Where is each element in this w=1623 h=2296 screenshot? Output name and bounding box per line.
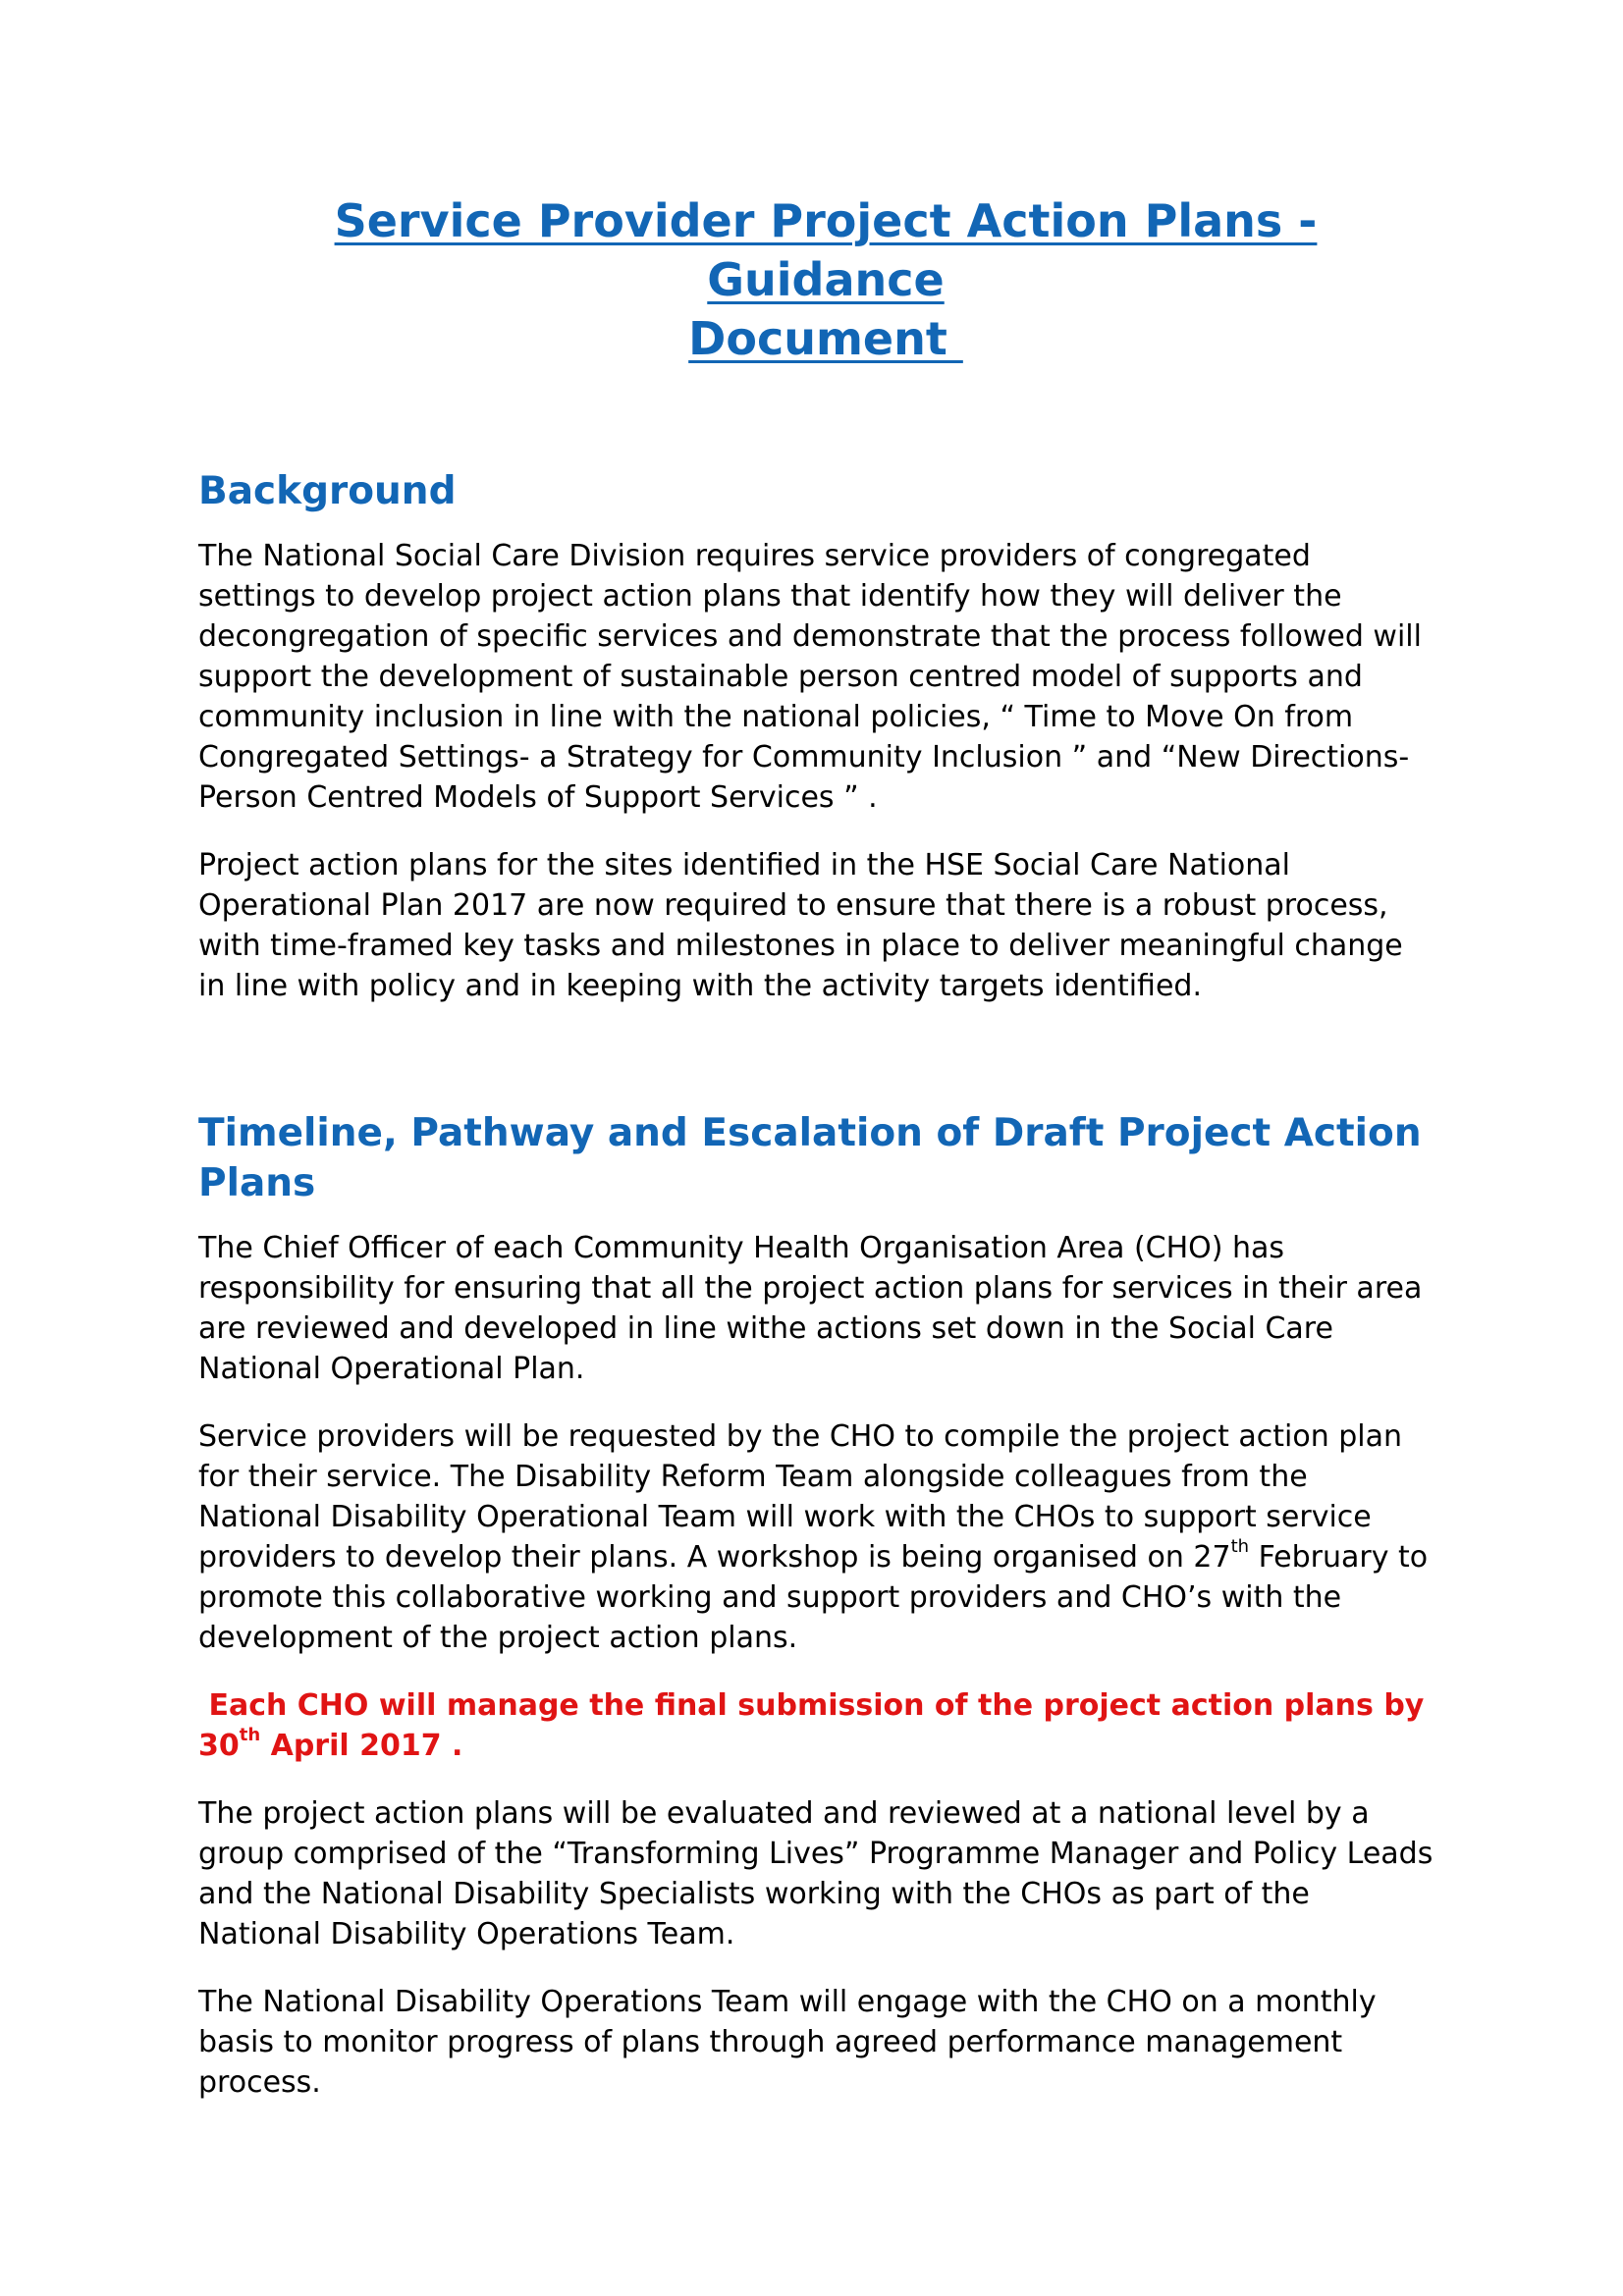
deadline-ordinal-superscript: th (239, 1725, 261, 1745)
timeline-paragraph-4: The National Disability Operations Team will engage with the CHO on a monthly basis to monitor progress of plans through agreed performance management process. (198, 1985, 1377, 2100)
timeline-heading: Timeline, Pathway and Escalation of Draft Project Action Plans (198, 1111, 1422, 1205)
background-paragraph-2: Project action plans for the sites identified in the HSE Social Care National Operational Plan 2017 are now required to ensure that there is a robust process, with time-framed key tasks and milestones in place to deliver meaningful change in line with policy and in keeping with the activity targets identified. (198, 848, 1403, 1003)
ordinal-superscript: th (1230, 1536, 1250, 1557)
section-spacer (198, 1034, 1437, 1108)
timeline-paragraph-2-text: Service providers will be requested by the CHO to compile the project action plan for their service. The Disability Reform Team alongside colleagues from the National Disability Operational Team will work with the CHOs to support service providers to develop their plans. A workshop is being organised on 27 (198, 1419, 1403, 1575)
timeline-paragraph-1: The Chief Officer of each Community Health Organisation Area (CHO) has responsibility for ensuring that all the project action plans for services in their area are reviewed and developed in line withe actions set down in the Social Care National Operational Plan. (198, 1231, 1423, 1386)
title-spacer (198, 368, 1437, 466)
timeline-paragraph-2-continuation: February to promote this collaborative working and support providers and CHO’s with the development of the project action plans. (198, 1540, 1429, 1655)
timeline-paragraph-3: The project action plans will be evaluated and reviewed at a national level by a group comprised of the “Transforming Lives” Programme Manager and Policy Leads and the National Disability Specialists working with the CHOs as part of the National Disability Operations Team. (198, 1796, 1434, 1951)
background-heading: Background (198, 469, 457, 513)
submission-deadline-date: April 2017 . (260, 1729, 463, 1763)
timeline-paragraph-2 (198, 1416, 1437, 1658)
document-title-line-2: Document (688, 312, 963, 365)
timeline-section (198, 1108, 1437, 2103)
background-section (198, 466, 1437, 1006)
submission-deadline-text: Each CHO will manage the final submission of the project action plans by 30 (198, 1688, 1434, 1763)
document-title-line-1: Service Provider Project Action Plans - Guidance (334, 194, 1318, 306)
background-paragraph-1: The National Social Care Division requires service providers of congregated settings to develop project action plans that identify how they will deliver the decongregation of specific services and demonstrate that the process followed will support the development of sustainable person centred model of supports and community inclusion in line with the national policies, “ Time to Move On from Congregated Settings- a Strategy for Community Inclusion ” and “New Directions- Person Centred Models of Support Services ” . (198, 539, 1422, 815)
submission-deadline-notice (198, 1685, 1437, 1766)
document-page (198, 191, 1437, 2130)
document-title (198, 191, 1437, 368)
